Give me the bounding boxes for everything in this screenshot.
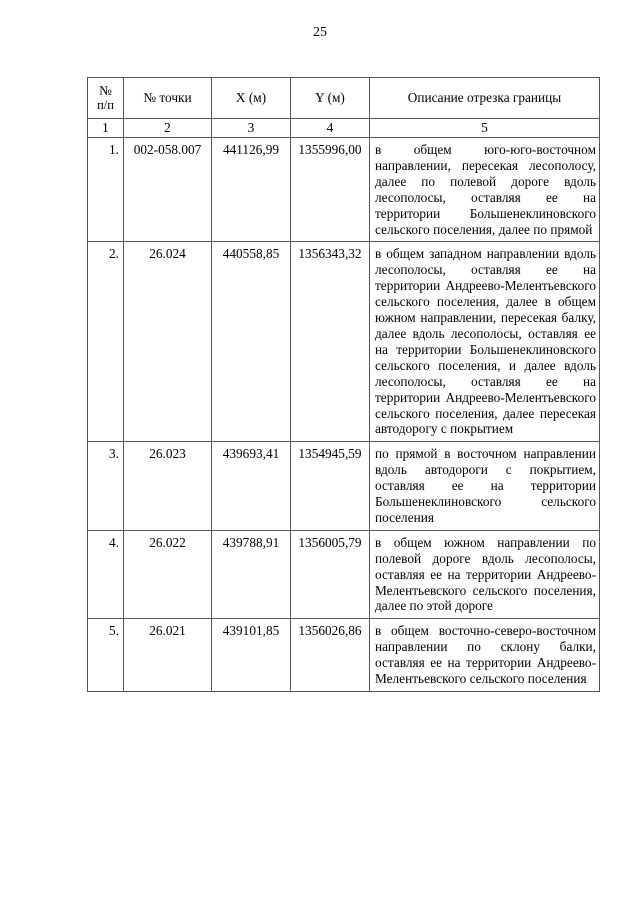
page-number: 25 [313, 25, 327, 40]
row-number: 5. [88, 619, 124, 692]
header-description: Описание отрезка границы [370, 78, 600, 119]
table-row [88, 530, 600, 619]
table-row [88, 619, 600, 692]
y-coordinate: 1355996,00 [291, 138, 370, 242]
row-number: 2. [88, 242, 124, 442]
column-number: 1 [88, 119, 124, 138]
header-num [88, 78, 124, 119]
header-num-line1: № [99, 83, 112, 98]
table-row [88, 138, 600, 242]
row-number: 1. [88, 138, 124, 242]
segment-description: по прямой в восточном направлении вдоль автодороги с покрытием, оставляя ее на территории Большенеклиновского сельского поселения [370, 442, 600, 531]
column-number: 4 [291, 119, 370, 138]
y-coordinate: 1356026,86 [291, 619, 370, 692]
boundary-table [87, 77, 600, 692]
x-coordinate: 440558,85 [212, 242, 291, 442]
table-header-row [88, 78, 600, 119]
segment-description: в общем юго-юго-восточном направлении, пересекая лесополосу, далее по полевой дороге вдоль лесополосы, оставляя ее на территории Большенеклиновского сельского поселения, далее по прямой [370, 138, 600, 242]
x-coordinate: 439101,85 [212, 619, 291, 692]
y-coordinate: 1354945,59 [291, 442, 370, 531]
point-id: 26.024 [124, 242, 212, 442]
column-number: 2 [124, 119, 212, 138]
header-y: Y (м) [291, 78, 370, 119]
table-row [88, 442, 600, 531]
point-id: 26.022 [124, 530, 212, 619]
x-coordinate: 441126,99 [212, 138, 291, 242]
point-id: 002-058.007 [124, 138, 212, 242]
row-number: 3. [88, 442, 124, 531]
header-num-line2: п/п [97, 98, 114, 112]
segment-description: в общем южном направлении по полевой дороге вдоль лесополосы, оставляя ее на территории Андреево-Мелентьевского сельского поселения, далее по этой дороге [370, 530, 600, 619]
table-row [88, 242, 600, 442]
segment-description: в общем западном направлении вдоль лесополосы, оставляя ее на территории Андреево-Мелентьевского сельского поселения, далее в общем южном направлении, пересекая балку, далее вдоль лесополосы, оставляя ее на территории Большенеклиновского сельского поселения, и далее вдоль лесополосы, оставляя ее на территории Андреево-Мелентьевского сельского поселения, далее пересекая автодорогу с покрытием [370, 242, 600, 442]
x-coordinate: 439788,91 [212, 530, 291, 619]
row-number: 4. [88, 530, 124, 619]
y-coordinate: 1356343,32 [291, 242, 370, 442]
column-number: 3 [212, 119, 291, 138]
header-x: X (м) [212, 78, 291, 119]
header-point: № точки [124, 78, 212, 119]
y-coordinate: 1356005,79 [291, 530, 370, 619]
segment-description: в общем восточно-северо-восточном направлении по склону балки, оставляя ее на территории Андреево-Мелентьевского сельского поселения [370, 619, 600, 692]
point-id: 26.023 [124, 442, 212, 531]
point-id: 26.021 [124, 619, 212, 692]
x-coordinate: 439693,41 [212, 442, 291, 531]
column-number-row [88, 119, 600, 138]
column-number: 5 [370, 119, 600, 138]
